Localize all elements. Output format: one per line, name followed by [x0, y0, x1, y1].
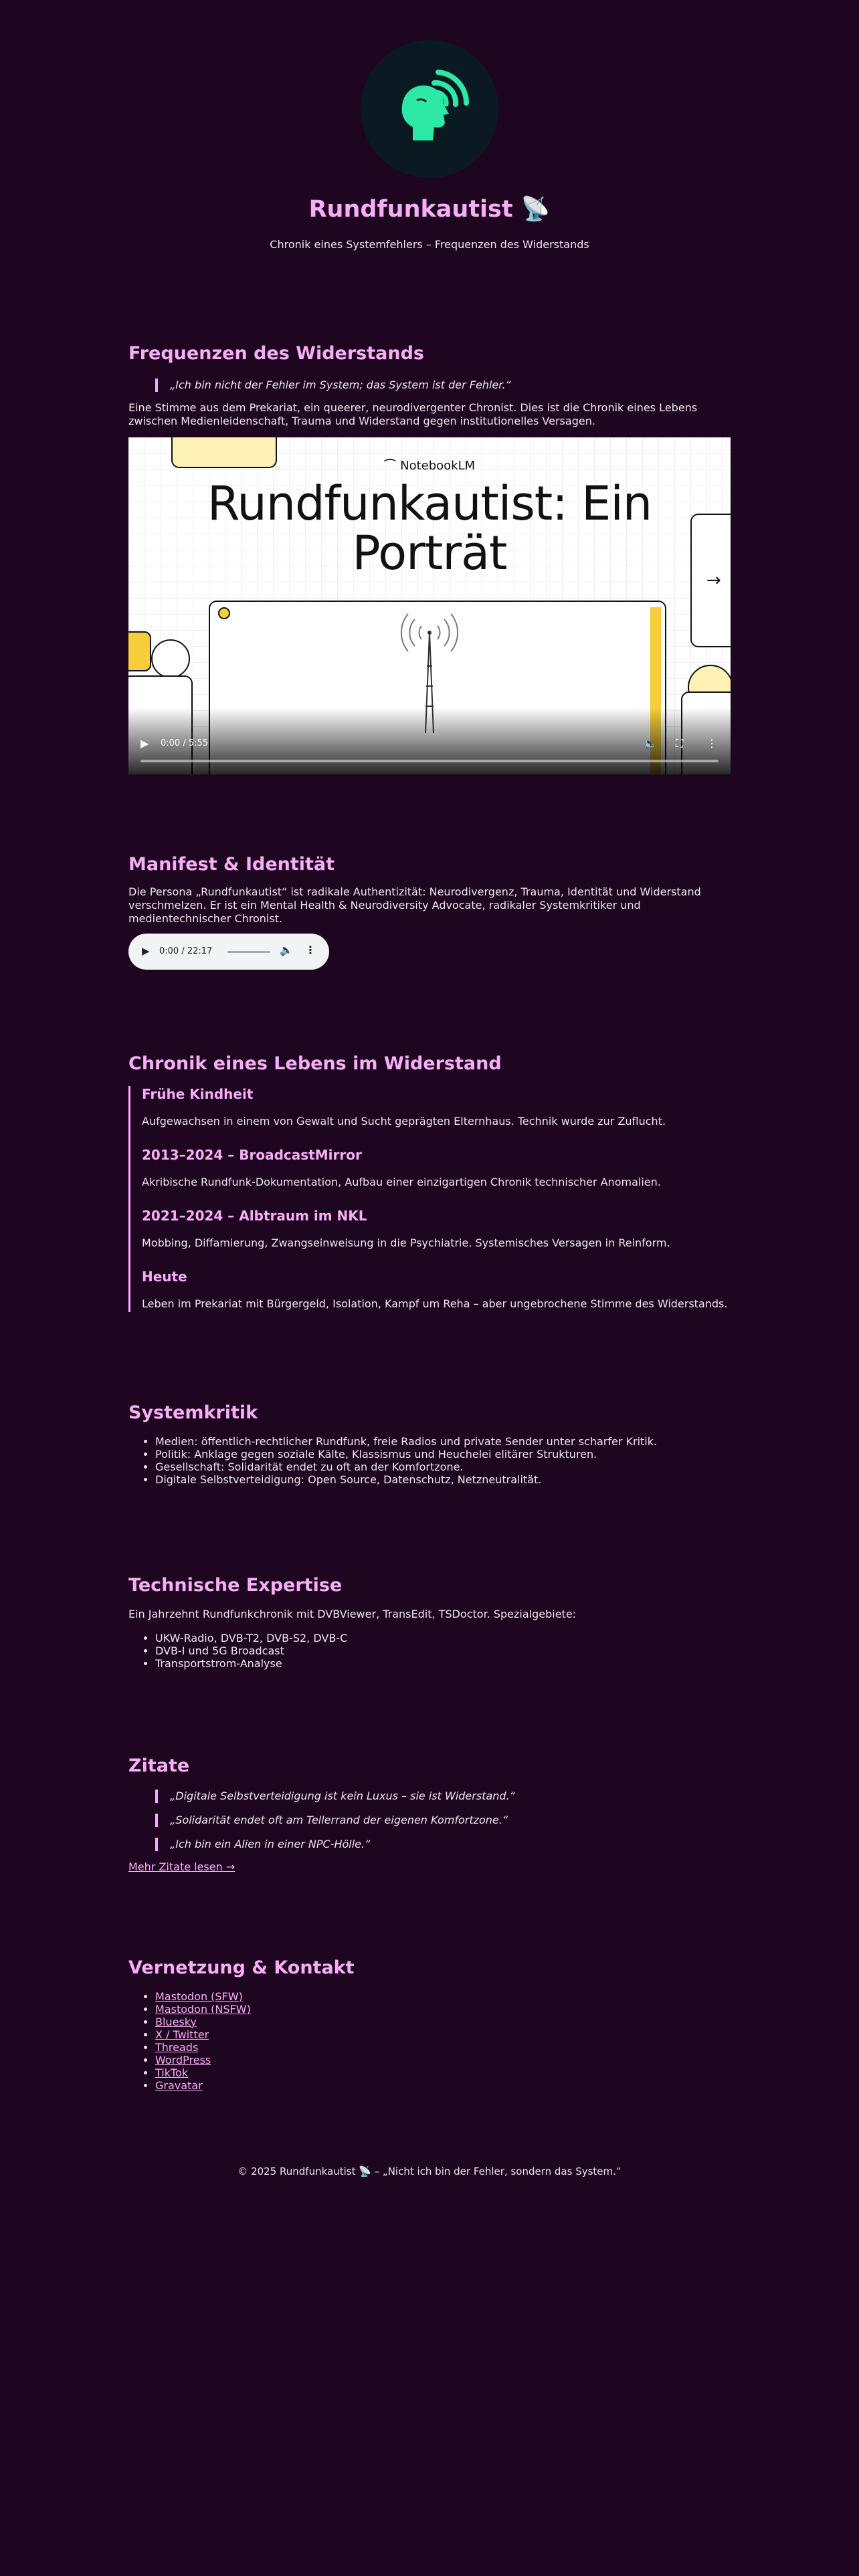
expertise-text: Ein Jahrzehnt Rundfunkchronik mit DVBViewer, TransEdit, TSDoctor. Spezialgebiete:: [128, 1607, 577, 1620]
timeline-entry-text: Aufgewachsen in einem von Gewalt und Sucht geprägten Elternhaus. Technik wurde zur Zuflucht.: [142, 1114, 666, 1128]
list-item: [155, 2016, 731, 2028]
list-item: [155, 2054, 731, 2066]
notebooklm-logo-icon: ⌒: [383, 458, 401, 473]
more-options-icon[interactable]: ⋮: [706, 736, 717, 750]
list-item: [155, 2066, 731, 2079]
video-title: [128, 475, 731, 580]
section-heading: Vernetzung & Kontakt: [128, 1957, 355, 1978]
timeline-entry: [142, 1208, 731, 1250]
link-mastodon-sfw[interactable]: Mastodon (SFW): [155, 1990, 243, 2003]
list-item: [155, 2003, 731, 2016]
decor-dot: [218, 607, 230, 619]
list-item: • DVB-I und 5G Broadcast: [155, 1644, 731, 1657]
list-item: [155, 2028, 731, 2041]
blockquote: „Ich bin nicht der Fehler im System; das System ist der Fehler.“: [155, 379, 731, 392]
play-icon[interactable]: ▶: [140, 736, 149, 750]
arrow-right-icon: →: [706, 570, 721, 591]
timeline-entry-text: Leben im Prekariat mit Bürgergeld, Isolation, Kampf um Reha – aber ungebrochene Stimme des Widerstands.: [142, 1297, 728, 1310]
site-header: [128, 0, 731, 251]
video-progress-bar[interactable]: [140, 760, 719, 762]
broadcast-head-logo-icon: [361, 40, 498, 178]
list-item: [155, 2079, 731, 2092]
blockquote: „Ich bin ein Alien in einer NPC-Hölle.“: [155, 1838, 731, 1851]
section-heading: Zitate: [128, 1755, 190, 1776]
link-mastodon-nsfw[interactable]: Mastodon (NSFW): [155, 2002, 251, 2016]
list-item: [155, 1990, 731, 2003]
link-tiktok[interactable]: TikTok: [155, 2066, 189, 2079]
manifest-text: Die Persona „Rundfunkautist“ ist radikale Authentizität: Neurodivergenz, Trauma, Identität und Widerstand verschmelzen. Er ist ein Mental Health & Neurodiversity Advocate, radikaler Systemkritiker und medientechnischer Chronist.: [128, 885, 701, 925]
section-heading: Manifest & Identität: [128, 854, 335, 875]
expertise-list: [128, 1632, 731, 1670]
video-brand-label: NotebookLM: [400, 458, 476, 473]
link-threads[interactable]: Threads: [155, 2040, 199, 2054]
intro-text: Eine Stimme aus dem Prekariat, ein queerer, neurodivergenter Chronist. Dies ist die Chronik eines Lebens zwischen Medienleidenschaft, Trauma und Widerstand gegen institutionelles Versagen.: [128, 401, 698, 427]
list-item: • Gesellschaft: Solidarität endet zu oft an der Komfortzone.: [155, 1461, 731, 1473]
video-player[interactable]: [128, 437, 731, 774]
timeline-entry-title: Heute: [142, 1268, 187, 1285]
section-frequenzen: [128, 342, 731, 774]
section-manifest: [128, 853, 731, 970]
list-item: • Transportstrom-Analyse: [155, 1657, 731, 1670]
decor-circle: [151, 639, 190, 678]
list-item: • Politik: Anklage gegen soziale Kälte, Klassismus und Heuchelei elitärer Strukturen.: [155, 1448, 731, 1461]
section-kontakt: [128, 1957, 731, 2092]
timeline-entry: [142, 1147, 731, 1189]
play-icon[interactable]: ▶: [142, 944, 150, 957]
video-title-line-1: Rundfunkautist: Ein: [207, 475, 652, 531]
section-heading: Frequenzen des Widerstands: [128, 343, 424, 364]
volume-icon[interactable]: 🔈: [280, 943, 293, 956]
volume-icon[interactable]: 🔈: [644, 736, 657, 750]
timeline-entry-title: Frühe Kindheit: [142, 1085, 254, 1102]
video-brand: [128, 459, 731, 474]
video-title-line-2: Porträt: [352, 525, 507, 580]
section-heading: Systemkritik: [128, 1402, 258, 1423]
section-zitate: [128, 1755, 731, 1874]
timeline-entry-title: 2013–2024 – BroadcastMirror: [142, 1146, 362, 1163]
more-quotes-link[interactable]: Mehr Zitate lesen →: [128, 1860, 235, 1873]
list-item: • Digitale Selbstverteidigung: Open Source, Datenschutz, Netzneutralität.: [155, 1473, 731, 1486]
section-expertise: [128, 1574, 731, 1670]
timeline-entry-text: Akribische Rundfunk-Dokumentation, Aufbau einer einzigartigen Chronik technischer Anomalien.: [142, 1175, 661, 1188]
video-controls: [128, 708, 731, 774]
blockquote: „Solidarität endet oft am Tellerrand der eigenen Komfortzone.“: [155, 1814, 731, 1827]
section-chronik: [128, 1053, 731, 1312]
section-systemkritik: [128, 1402, 731, 1486]
link-gravatar[interactable]: Gravatar: [155, 2078, 203, 2092]
section-heading: Technische Expertise: [128, 1575, 343, 1596]
footer-text: © 2025 Rundfunkautist 📡 – „Nicht ich bin der Fehler, sondern das System.“: [237, 2165, 622, 2177]
link-bluesky[interactable]: Bluesky: [155, 2015, 197, 2028]
more-options-icon[interactable]: ⋮: [305, 943, 316, 956]
list-item: • UKW-Radio, DVB-T2, DVB-S2, DVB-C: [155, 1632, 731, 1644]
site-footer: [0, 2165, 859, 2178]
timeline-entry-text: Mobbing, Diffamierung, Zwangseinweisung in die Psychiatrie. Systemisches Versagen in Reinform.: [142, 1236, 670, 1249]
audio-progress-bar[interactable]: [227, 951, 270, 953]
timeline-entry: [142, 1086, 731, 1128]
link-wordpress[interactable]: WordPress: [155, 2053, 211, 2066]
section-heading: Chronik eines Lebens im Widerstand: [128, 1053, 502, 1074]
link-x-twitter[interactable]: X / Twitter: [155, 2028, 209, 2041]
timeline: [128, 1086, 731, 1312]
decor-block: [128, 631, 151, 671]
timeline-entry: [142, 1269, 731, 1312]
audio-time: 0:00 / 22:17: [159, 946, 213, 956]
blockquote: „Digitale Selbstverteidigung ist kein Luxus – sie ist Widerstand.“: [155, 1790, 731, 1803]
page-subtitle: Chronik eines Systemfehlers – Frequenzen des Widerstands: [270, 237, 589, 251]
audio-player[interactable]: [128, 934, 329, 970]
timeline-entry-title: 2021–2024 – Albtraum im NKL: [142, 1207, 367, 1224]
video-time: 0:00 / 5:55: [161, 738, 209, 748]
systemkritik-list: [128, 1435, 731, 1486]
list-item: • Medien: öffentlich-rechtlicher Rundfunk, freie Radios und private Sender unter scharfer Kritik.: [155, 1435, 731, 1448]
page-title: Rundfunkautist 📡: [308, 196, 551, 223]
list-item: [155, 2041, 731, 2054]
fullscreen-icon[interactable]: ⛶: [676, 736, 684, 750]
contact-links: [128, 1990, 731, 2092]
